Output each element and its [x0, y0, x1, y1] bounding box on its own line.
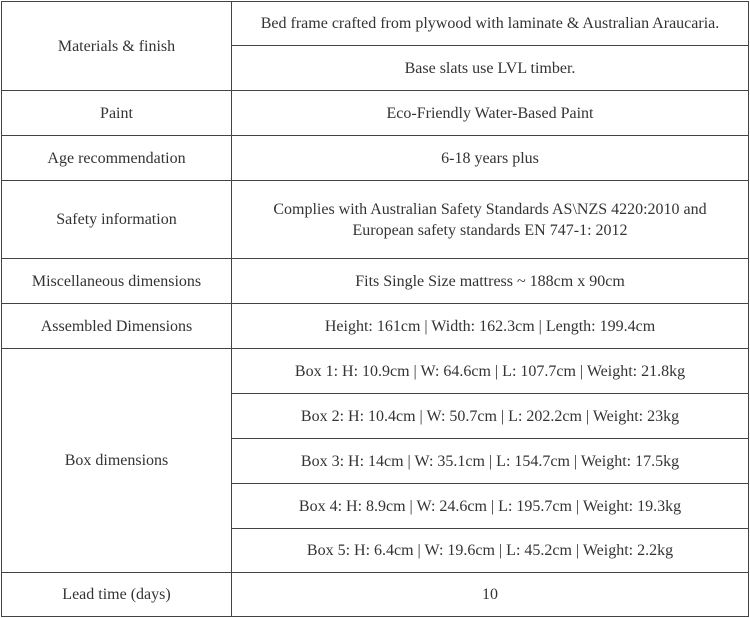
- spec-row-lead-time: [2, 573, 749, 617]
- spec-row-misc-dimensions: [2, 259, 749, 304]
- spec-value-safety-line-2: European safety standards EN 747-1: 2012: [352, 221, 628, 239]
- spec-label-safety: Safety information: [2, 181, 232, 259]
- spec-value-materials-frame: Bed frame crafted from plywood with laminate & Australian Araucaria.: [232, 2, 749, 46]
- spec-value-box-5: Box 5: H: 6.4cm | W: 19.6cm | L: 45.2cm | Weight: 2.2kg: [232, 529, 749, 573]
- spec-row-box-1: [2, 349, 749, 394]
- spec-value-materials-slats: Base slats use LVL timber.: [232, 46, 749, 91]
- spec-row-assembled-dimensions: [2, 304, 749, 349]
- spec-row-paint: [2, 91, 749, 136]
- spec-label-misc-dimensions: Miscellaneous dimensions: [2, 259, 232, 304]
- spec-value-age: 6-18 years plus: [232, 136, 749, 181]
- spec-row-materials: [2, 2, 749, 46]
- spec-value-lead-time: 10: [232, 573, 749, 617]
- spec-value-paint: Eco-Friendly Water-Based Paint: [232, 91, 749, 136]
- spec-row-safety: [2, 181, 749, 259]
- spec-label-materials: Materials & finish: [2, 2, 232, 91]
- spec-value-safety-line-1: Complies with Australian Safety Standards AS\NZS 4220:2010 and: [273, 200, 707, 218]
- spec-value-safety: [232, 181, 749, 259]
- spec-label-age: Age recommendation: [2, 136, 232, 181]
- spec-value-box-3: Box 3: H: 14cm | W: 35.1cm | L: 154.7cm | Weight: 17.5kg: [232, 439, 749, 484]
- spec-value-misc-dimensions: Fits Single Size mattress ~ 188cm x 90cm: [232, 259, 749, 304]
- spec-label-assembled-dimensions: Assembled Dimensions: [2, 304, 232, 349]
- spec-label-lead-time: Lead time (days): [2, 573, 232, 617]
- spec-value-box-4: Box 4: H: 8.9cm | W: 24.6cm | L: 195.7cm | Weight: 19.3kg: [232, 484, 749, 529]
- spec-label-box-dimensions: Box dimensions: [2, 349, 232, 573]
- spec-value-box-2: Box 2: H: 10.4cm | W: 50.7cm | L: 202.2cm | Weight: 23kg: [232, 394, 749, 439]
- spec-row-age: [2, 136, 749, 181]
- spec-value-assembled-dimensions: Height: 161cm | Width: 162.3cm | Length: 199.4cm: [232, 304, 749, 349]
- spec-value-box-1: Box 1: H: 10.9cm | W: 64.6cm | L: 107.7cm | Weight: 21.8kg: [232, 349, 749, 394]
- product-spec-table: [1, 1, 749, 617]
- spec-label-paint: Paint: [2, 91, 232, 136]
